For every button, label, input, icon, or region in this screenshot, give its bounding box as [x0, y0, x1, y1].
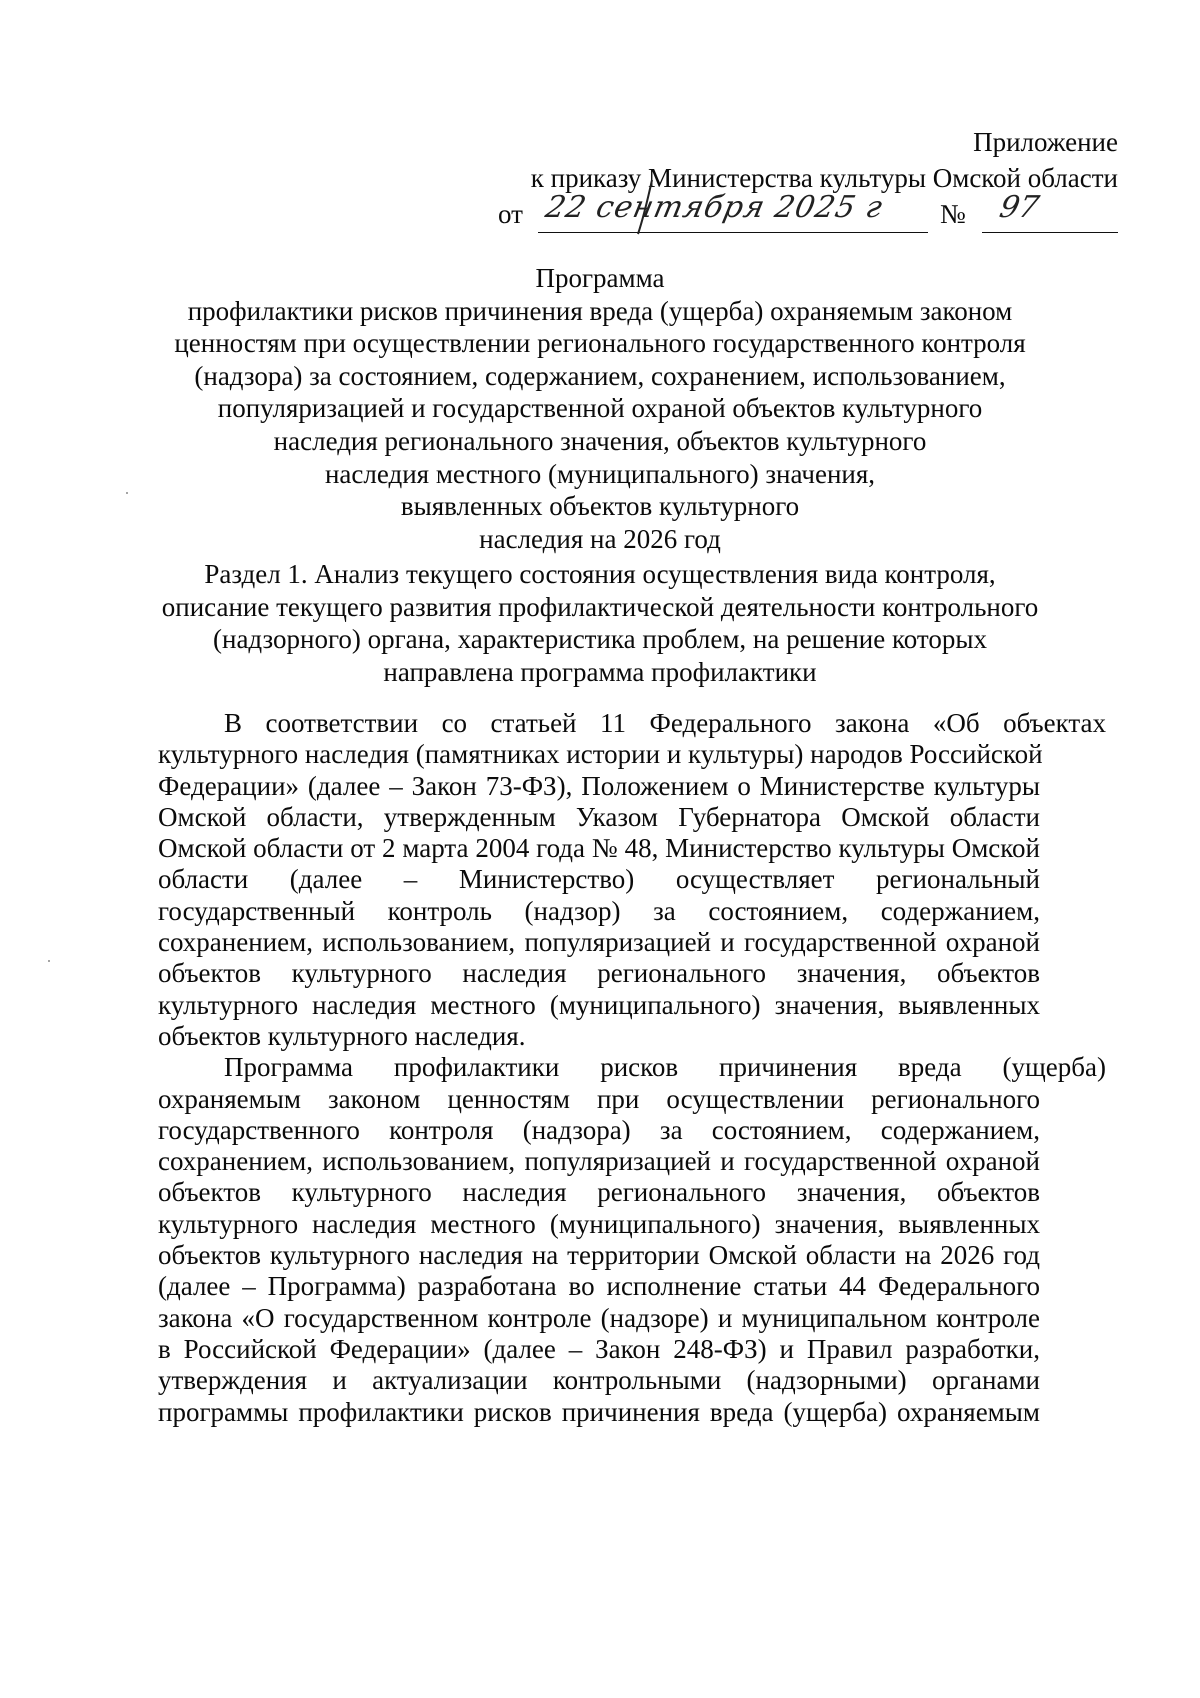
handwritten-number: 97: [996, 190, 1043, 225]
text-line: государственного контроля (надзора) за состоянием, содержанием,: [158, 1114, 1040, 1145]
text-line: культурного наследия местного (муниципального) значения, выявленных: [158, 1208, 1040, 1239]
subtitle-line: выявленных объектов культурного: [400, 491, 800, 522]
subtitle-line: (надзора) за состоянием, содержанием, сохранением, использованием,: [194, 360, 1006, 391]
text-line: закона «О государственном контроле (надзоре) и муниципальном контроле: [158, 1302, 1040, 1333]
handwritten-date: 22 сентября 2025 г: [542, 190, 887, 225]
annex-order-reference: к приказу Министерства культуры Омской области: [530, 163, 1118, 193]
document-subtitle: [150, 295, 1050, 556]
order-date-number-row: [498, 190, 1118, 236]
text-line: Омской области, утвержденным Указом Губернатора Омской области: [158, 801, 1040, 832]
text-line: объектов культурного наследия на территории Омской области на 2026 год: [158, 1240, 1040, 1271]
subtitle-line: наследия регионального значения, объектов культурного: [273, 425, 927, 456]
text-line: утверждения и актуализации контрольными (надзорными) органами: [158, 1365, 1040, 1396]
text-line: объектов культурного наследия.: [158, 1020, 526, 1051]
text-line: Омской области от 2 марта 2004 года № 48, Министерство культуры Омской: [158, 833, 1040, 864]
annex-header: [418, 124, 1118, 229]
text-line: Федерации» (далее – Закон 73-ФЗ), Положением о Министерстве культуры: [158, 770, 1040, 801]
date-field: [538, 190, 928, 233]
body-text: [158, 708, 1106, 1428]
section-heading: [150, 558, 1050, 688]
subtitle-line: наследия местного (муниципального) значения,: [324, 458, 876, 489]
text-line: объектов культурного наследия регионального значения, объектов: [158, 1177, 1040, 1208]
document-title: Программа: [535, 263, 665, 293]
section-heading-line: Раздел 1. Анализ текущего состояния осуществления вида контроля,: [204, 559, 996, 589]
section-heading-line: направлена программа профилактики: [383, 656, 817, 687]
text-line: в Российской Федерации» (далее – Закон 248-ФЗ) и Правил разработки,: [158, 1333, 1040, 1364]
text-line: объектов культурного наследия регионального значения, объектов: [158, 958, 1040, 989]
text-line: государственный контроль (надзор) за состоянием, содержанием,: [158, 895, 1040, 926]
scan-speck: [48, 960, 50, 962]
paragraph: [158, 708, 1106, 1052]
text-line: (далее – Программа) разработана во исполнение статьи 44 Федерального: [158, 1271, 1040, 1302]
paragraph: [158, 1052, 1106, 1428]
text-line: культурного наследия местного (муниципального) значения, выявленных: [158, 989, 1040, 1020]
text-line: В соответствии со статьей 11 Федерального закона «Об объектах: [224, 708, 1106, 738]
text-line: культурного наследия (памятниках истории и культуры) народов Российской: [158, 739, 1043, 770]
subtitle-line: профилактики рисков причинения вреда (ущерба) охраняемым законом: [187, 295, 1013, 326]
text-line: сохранением, использованием, популяризацией и государственной охраной: [158, 1146, 1040, 1177]
subtitle-line: популяризацией и государственной охраной объектов культурного: [217, 393, 983, 424]
text-line: сохранением, использованием, популяризацией и государственной охраной: [158, 927, 1040, 958]
section-heading-line: описание текущего развития профилактической деятельности контрольного: [161, 591, 1039, 622]
scan-speck: [126, 492, 128, 494]
date-prefix: от: [498, 199, 523, 229]
pen-flourish-icon: [630, 178, 670, 238]
annex-label: Приложение: [973, 127, 1118, 157]
text-line: программы профилактики рисков причинения вреда (ущерба) охраняемым: [158, 1396, 1040, 1427]
number-sign: №: [940, 199, 966, 229]
subtitle-line: ценностям при осуществлении регионального государственного контроля: [174, 328, 1026, 359]
document-title-block: [150, 262, 1050, 555]
text-line: области (далее – Министерство) осуществляет региональный: [158, 864, 1040, 895]
number-field: [982, 190, 1118, 233]
subtitle-line: наследия на 2026 год: [479, 523, 721, 554]
text-line: охраняемым законом ценностям при осуществлении регионального: [158, 1083, 1040, 1114]
text-line: Программа профилактики рисков причинения вреда (ущерба): [224, 1052, 1106, 1083]
section-heading-line: (надзорного) органа, характеристика проблем, на решение которых: [213, 624, 987, 655]
